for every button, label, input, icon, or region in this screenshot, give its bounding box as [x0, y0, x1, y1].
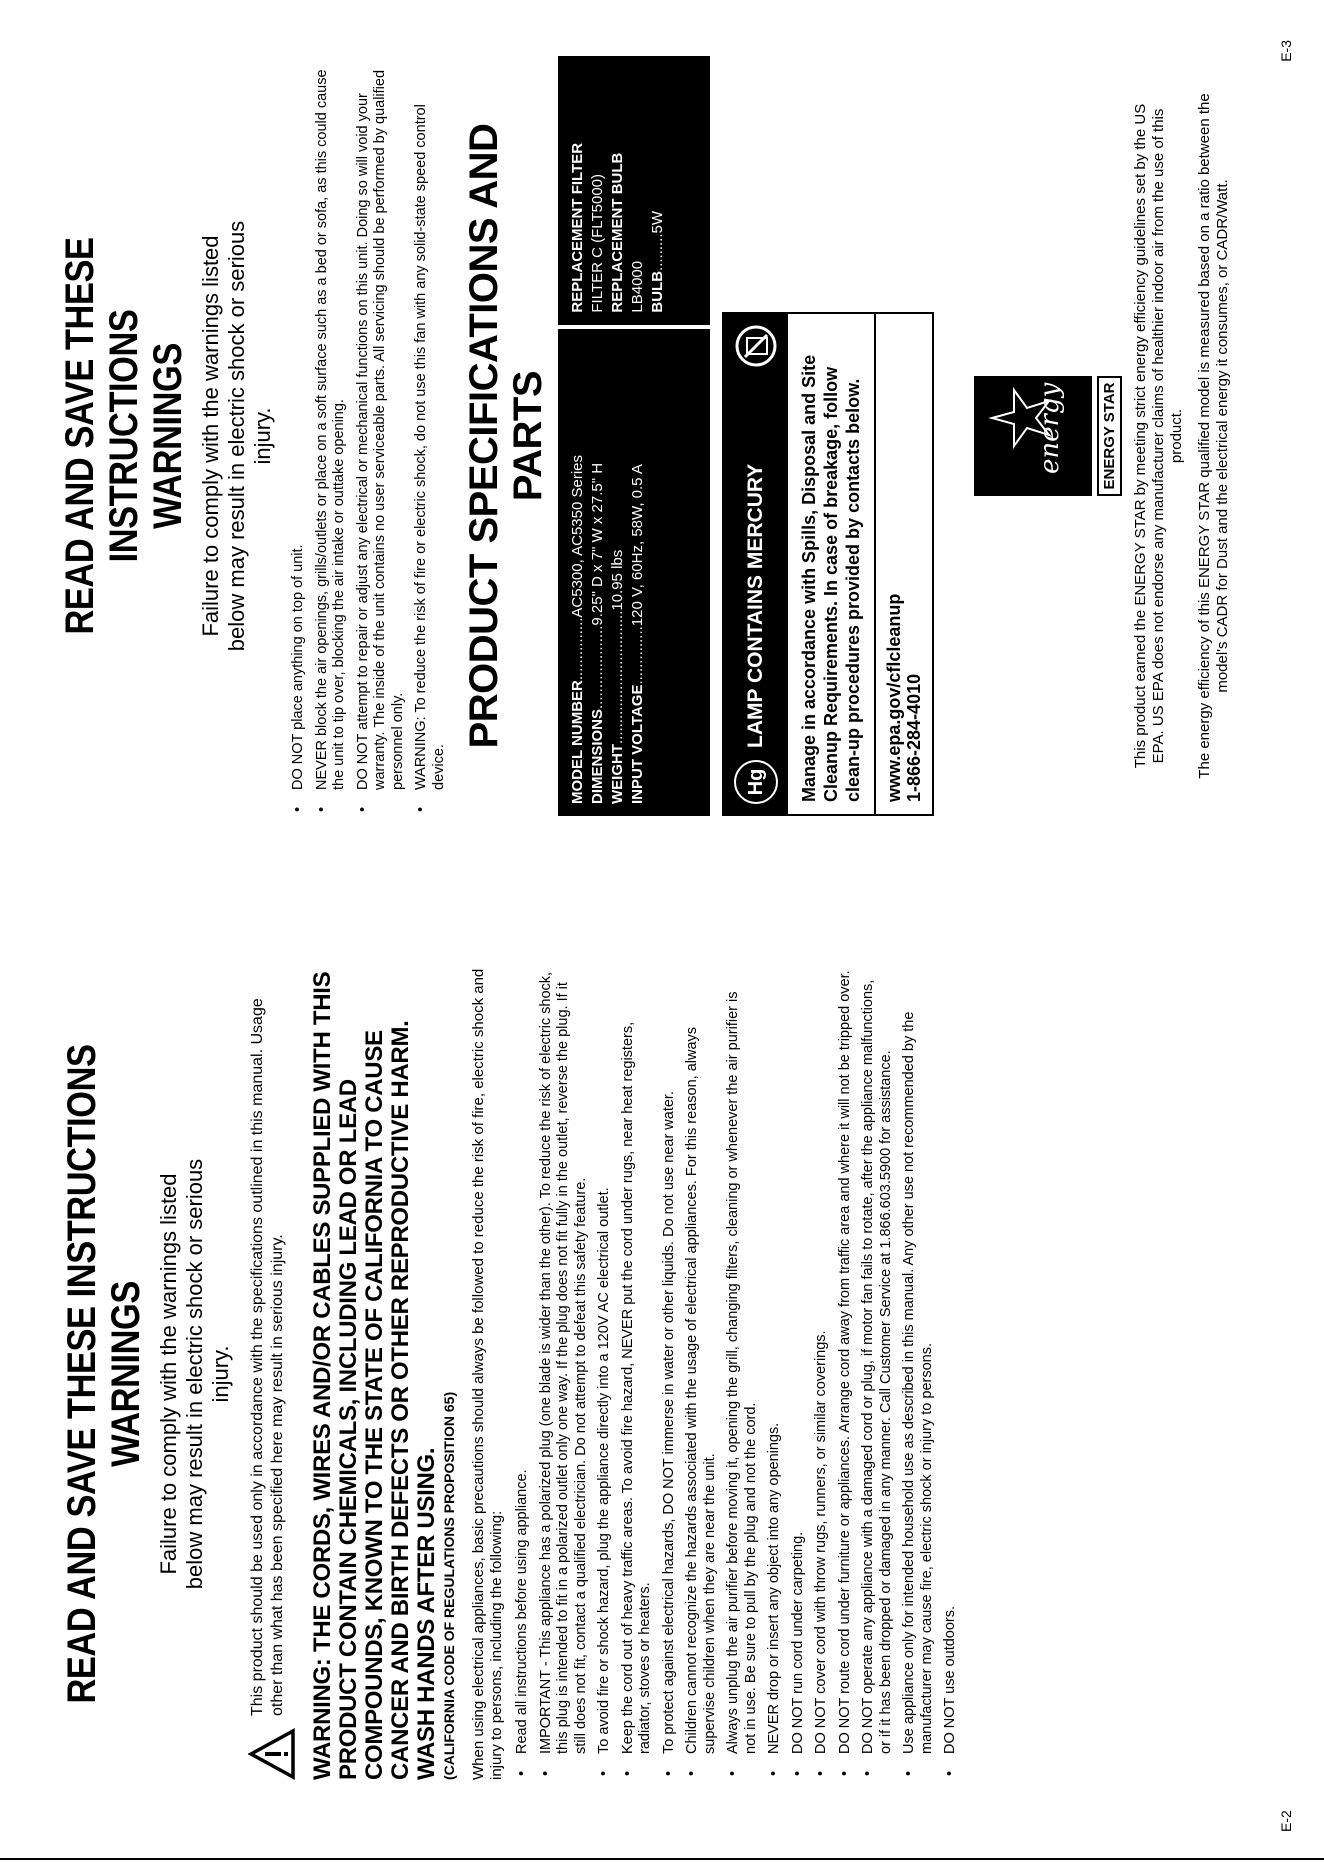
- list-item: • DO NOT place anything on top of unit.: [290, 56, 308, 816]
- parts-list: [558, 56, 710, 325]
- safety-list: [514, 968, 960, 1780]
- list-item: • Keep the cord out of heavy traffic areas. To avoid fire hazard, NEVER put the cord under rugs, near heat registers, radiator, stoves or heaters.: [620, 968, 655, 1780]
- energy-star-note: This product earned the ENERGY STAR by meeting strict energy efficiency guidelines set by the US EPA. US EPA does not endorse any manufacturer claims of healthier indoor air from the use of this product.: [1132, 103, 1185, 769]
- list-item: • WARNING: To reduce the risk of fire or electric shock, do not use this fan with any solid-state speed control device.: [413, 56, 448, 816]
- page-title: READ AND SAVE THESE INSTRUCTIONS: [58, 237, 146, 635]
- hg-symbol-icon: Hg: [734, 760, 778, 804]
- list-item: • DO NOT use outdoors.: [942, 968, 960, 1780]
- spec-row: [628, 341, 648, 804]
- left-column: [60, 968, 966, 1780]
- spec-label: WEIGHT: [609, 744, 626, 804]
- list-item: • DO NOT cover cord with throw rugs, runners, or similar coverings.: [813, 968, 831, 1780]
- spec-label: DIMENSIONS: [589, 708, 606, 804]
- spec-row: [568, 341, 588, 804]
- bulb-spec-label: BULB: [649, 270, 666, 313]
- list-item: • DO NOT attempt to repair or adjust any electrical or mechanical functions on this unit. Doing so will void your warranty. The inside of the unit contains no user serviceable parts. All servicing should be performed by qualified personnel only.: [355, 56, 408, 816]
- energy-logo-text: energy: [1035, 382, 1065, 474]
- spec-label: INPUT VOLTAGE: [629, 684, 646, 804]
- spec-label: MODEL NUMBER: [569, 680, 586, 804]
- spec-value: AC5300, AC5350 Series: [569, 454, 586, 618]
- spec-value: 10.95 lbs: [609, 549, 626, 611]
- mercury-contact: [876, 314, 932, 814]
- warnings-heading: WARNINGS: [104, 1281, 148, 1467]
- list-item: • NEVER drop or insert any object into any openings.: [766, 968, 784, 1780]
- filter-value: FILTER C (FLT5000): [589, 173, 606, 313]
- spec-table: [558, 56, 710, 816]
- bulb-label: REPLACEMENT BULB: [609, 152, 626, 313]
- prop65-warning: WARNING: THE CORDS, WIRES AND/OR CABLES SUPPLIED WITH THIS PRODUCT CONTAIN CHEMICALS, INCLUDING LEAD OR LEAD COMPOUNDS, KNOWN TO THE STATE OF CALIFORNIA TO CAUSE CANCER AND BIRTH DEFECTS OR OTHER REPRODUCTIVE HARM. WASH HANDS AFTER USING.: [309, 971, 440, 1780]
- bulb-spec-value: 5W: [649, 210, 666, 234]
- spec-dots: ..............: [629, 626, 646, 685]
- list-item: • DO NOT route cord under furniture or appliances. Arrange cord away from traffic area and where it will not be tripped over.: [837, 968, 855, 1780]
- right-column: [58, 56, 1232, 816]
- no-trash-icon: [734, 324, 778, 368]
- mercury-notice: [722, 312, 934, 816]
- list-item: • To avoid fire or shock hazard, plug the appliance directly into a 120V AC electrical outlet.: [596, 968, 614, 1780]
- spec-dots: ...............: [569, 617, 586, 681]
- caution-text: This product should be used only in accordance with the specifications outlined in this manual. Usage other than what has been specified here may result in serious injury.: [249, 998, 286, 1716]
- spec-dots: ................................: [609, 610, 626, 744]
- mercury-title: LAMP CONTAINS MERCURY: [744, 463, 767, 748]
- page-e2: [0, 936, 1324, 1872]
- spec-row: [588, 341, 608, 804]
- energy-star-icon: [974, 376, 1092, 496]
- bottom-rule: [0, 1858, 1324, 1860]
- bulb-spec-dots: .........: [649, 233, 666, 271]
- bulb-value: LB4000: [629, 260, 646, 313]
- spec-list: [558, 329, 710, 816]
- spec-value: 120 V, 60Hz, 58W, 0.5 A: [629, 464, 646, 627]
- filter-label: REPLACEMENT FILTER: [569, 142, 586, 313]
- prop65-citation: (CALIFORNIA CODE OF REGULATIONS PROPOSITION 65): [441, 1391, 457, 1780]
- mercury-instructions: Manage in accordance with Spills, Disposal and Site Cleanup Requirements. In case of breakage, follow clean-up procedures provided by contacts below.: [788, 314, 876, 814]
- list-item: • Children cannot recognize the hazards associated with the usage of electrical appliances. For this reason, always supervise children when they are near the unit.: [684, 968, 719, 1780]
- spec-dots: ....................: [589, 625, 606, 709]
- warnings-heading: WARNINGS: [146, 343, 190, 529]
- list-item: • Read all instructions before using appliance.: [514, 968, 532, 1780]
- specs-title: PRODUCT SPECIFICATIONS AND PARTS: [462, 123, 550, 749]
- list-item: • DO NOT run cord under carpeting.: [790, 968, 808, 1780]
- energy-efficiency-note: The energy efficiency of this ENERGY STAR qualified model is measured based on a ratio between the model's CADR for Dust and the electrical energy it consumes, or CADR/Watt.: [1196, 93, 1231, 779]
- page-number: E-3: [1278, 40, 1294, 62]
- list-item: • IMPORTANT - This appliance has a polarized plug (one blade is wider than the other). To reduce the risk of electric shock, this plug is intended to fit in a polarized outlet only one way. If the plug does not fit fully in the outlet, reverse the plug. If it still does not fit, contact a qualified electrician. Do not attempt to defeat this safety feature.: [538, 968, 591, 1780]
- warnings-list: [290, 56, 448, 816]
- list-item: • NEVER block the air openings, grills/outlets or place on a soft surface such as a bed or sofa, as this could cause the unit to tip over, blocking the air intake or outtake opening.: [314, 56, 349, 816]
- list-item: • Use appliance only for intended household use as described in this manual. Any other use not recommended by the manufacturer may cause fire, electric shock or injury to persons.: [901, 968, 936, 1780]
- warnings-lead: Failure to comply with the warnings listed below may result in electric shock or serious injury.: [198, 220, 275, 652]
- mercury-url: www.epa.gov/cflcleanup: [884, 593, 904, 802]
- spec-value: 9.25" D x 7" W x 27.5" H: [589, 462, 606, 626]
- energy-star-label: ENERGY STAR: [1097, 376, 1122, 496]
- list-item: • To protect against electrical hazards, DO NOT immerse in water or other liquids. Do not use near water.: [661, 968, 679, 1780]
- energy-star-logo: [974, 376, 1122, 496]
- list-item: • Always unplug the air purifier before moving it, opening the grill, changing filters, cleaning or whenever the air purifier is not in use. Be sure to pull by the plug and not the cord.: [725, 968, 760, 1780]
- page-number: E-2: [1278, 1810, 1294, 1832]
- spec-row: [608, 341, 628, 804]
- mercury-header: [724, 314, 788, 814]
- list-item: • DO NOT operate any appliance with a damaged cord or plug, if motor fan fails to rotate, after the appliance malfunctions, or if it has been dropped or damaged in any manner. Call Customer Service at 1.866.603.5900 for assistance.: [860, 968, 895, 1780]
- page-title: READ AND SAVE THESE INSTRUCTIONS: [60, 1044, 104, 1704]
- intro-text: When using electrical appliances, basic precautions should always be followed to reduce the risk of fire, electric shock and injury to persons, including the following:: [470, 968, 505, 1780]
- caution-row: [248, 968, 296, 1780]
- warning-triangle-icon: [248, 1728, 296, 1780]
- mercury-phone: 1-866-284-4010: [904, 673, 924, 802]
- warnings-lead: Failure to comply with the warnings listed below may result in electric shock or serious injury.: [156, 1158, 233, 1590]
